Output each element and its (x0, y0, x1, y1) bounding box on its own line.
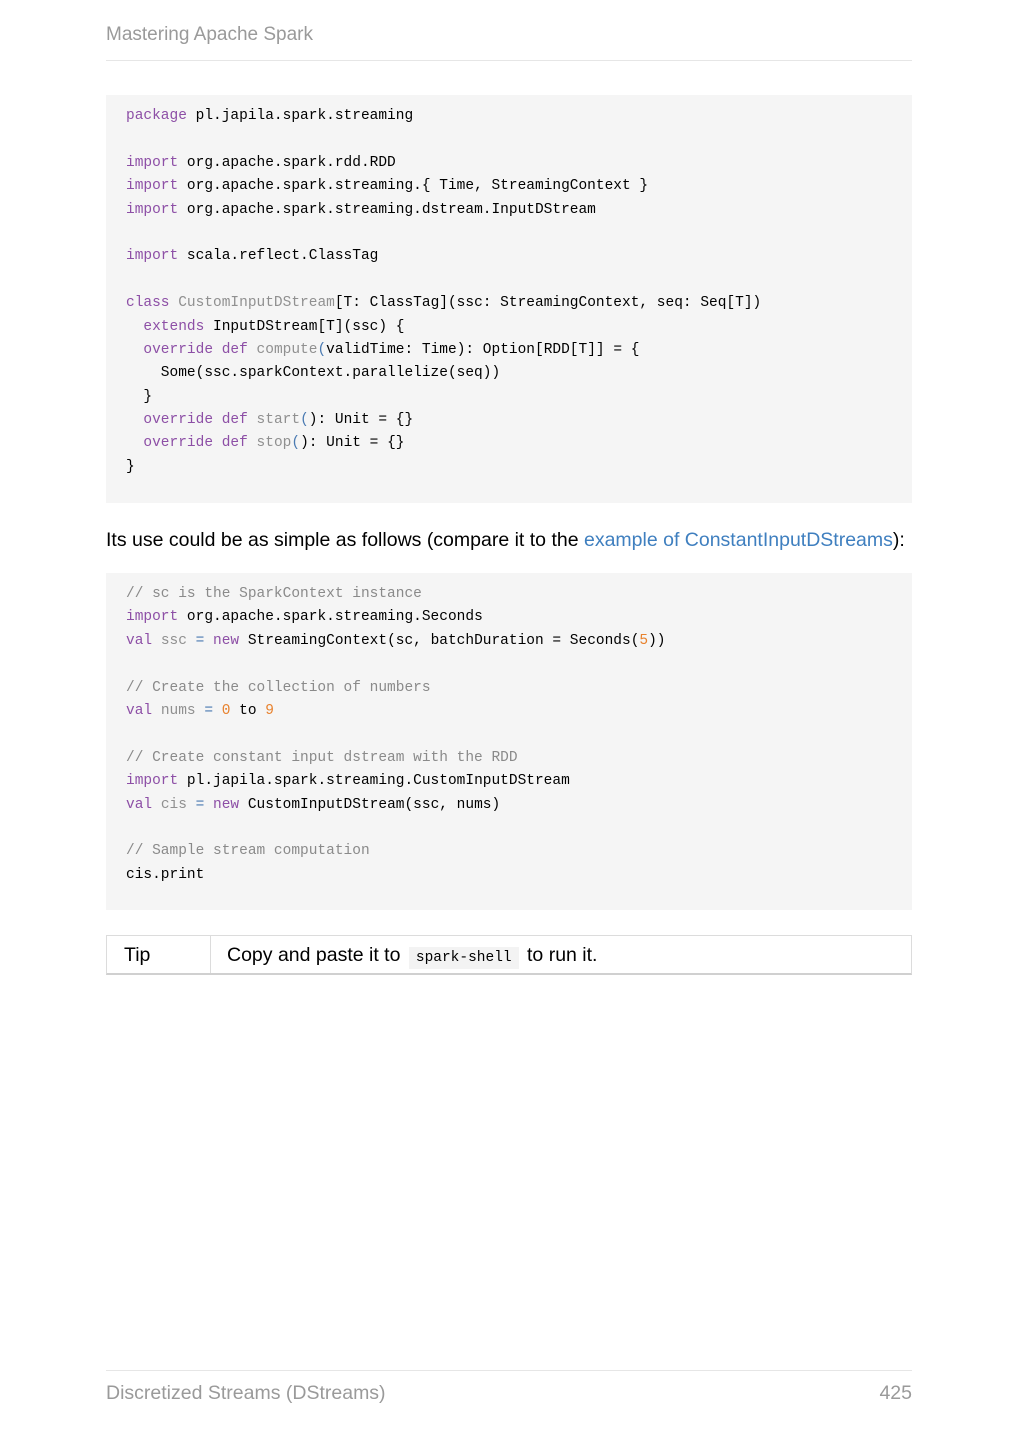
code-line: import org.apache.spark.streaming.Seconds (126, 609, 483, 626)
code-comment: // Sample stream computation (126, 843, 370, 860)
body-paragraph: Its use could be as simple as follows (compare it to the example of ConstantInputDStreams): (106, 529, 905, 551)
code-line: package pl.japila.spark.streaming (126, 108, 414, 124)
code-line: } (126, 388, 153, 405)
code-line: class CustomInputDStream[T: ClassTag](ssc: StreamingContext, seq: Seq[T]) (126, 295, 762, 312)
footer-divider (106, 1370, 912, 1371)
code-line: import org.apache.spark.streaming.dstream.InputDStream (126, 201, 596, 218)
code-line: Some(ssc.sparkContext.parallelize(seq)) (126, 365, 501, 382)
code-line: val cis = new CustomInputDStream(ssc, nums) (126, 796, 501, 813)
code-line: import org.apache.spark.streaming.{ Time, StreamingContext } (126, 178, 649, 195)
code-line: import org.apache.spark.rdd.RDD (126, 154, 396, 171)
code-line: override def stop(): Unit = {} (143, 435, 405, 452)
chapter-title: Discretized Streams (DStreams) (106, 1382, 386, 1404)
code-line: override def compute(validTime: Time): Option[RDD[T]] = { (143, 341, 640, 358)
code-comment: // Create constant input dstream with the RDD (126, 749, 518, 766)
code-line: val ssc = new StreamingContext(sc, batchDuration = Seconds(5)) (126, 632, 666, 649)
header-divider (106, 60, 912, 61)
code-line: import scala.reflect.ClassTag (126, 248, 379, 265)
code-line: cis.print (126, 866, 205, 883)
code-comment: // sc is the SparkContext instance (126, 586, 422, 602)
code-block-custom-input-dstream (106, 95, 912, 503)
tip-admonition (106, 935, 912, 975)
code-line: extends InputDStream[T](ssc) { (143, 318, 405, 335)
constant-input-dstreams-link[interactable]: example of ConstantInputDStreams (583, 529, 893, 551)
code-line: val nums = 0 to 9 (126, 702, 274, 719)
code-line: } (126, 458, 135, 475)
tip-label: Tip (107, 936, 211, 973)
code-line: override def start(): Unit = {} (143, 412, 414, 429)
page-number: 425 (879, 1382, 912, 1404)
code-comment: // Create the collection of numbers (126, 679, 431, 696)
code-line: import pl.japila.spark.streaming.CustomInputDStream (126, 773, 570, 790)
code-block-usage-example (106, 573, 912, 910)
inline-code: spark-shell (409, 947, 519, 969)
tip-message: Copy and paste it to spark-shell to run it. (211, 936, 597, 973)
book-title: Mastering Apache Spark (106, 24, 314, 45)
